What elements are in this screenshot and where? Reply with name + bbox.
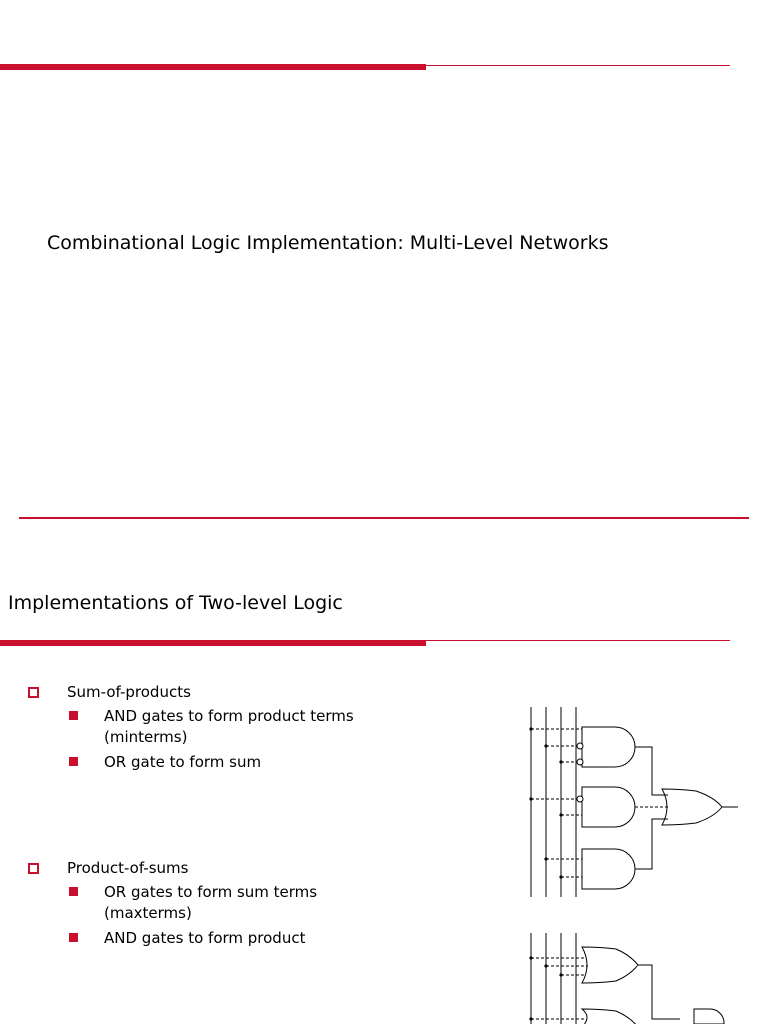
pos-item-or-gates: OR gates to form sum terms <box>104 883 318 901</box>
sop-label: Sum-of-products <box>67 683 191 701</box>
slide1-top-accent-bar <box>0 64 426 70</box>
slide1-top-accent-line <box>426 65 730 66</box>
bullet-square-icon <box>69 933 78 942</box>
sop-item-minterms: (minterms) <box>104 728 188 746</box>
pos-item-maxterms: (maxterms) <box>104 904 192 922</box>
bullet-hollow-icon <box>28 863 39 874</box>
slide2-title: Implementations of Two-level Logic <box>8 592 343 614</box>
sop-circuit-diagram <box>520 705 768 900</box>
pos-circuit-diagram <box>520 933 768 1024</box>
sop-item-and-gates: AND gates to form product terms <box>104 707 354 725</box>
bullet-hollow-icon <box>28 687 39 698</box>
bullet-square-icon <box>69 711 78 720</box>
slide2-accent-bar <box>0 640 426 646</box>
bullet-square-icon <box>69 887 78 896</box>
pos-label: Product-of-sums <box>67 859 189 877</box>
slide-divider <box>19 517 749 519</box>
pos-item-and-gates: AND gates to form product <box>104 929 306 947</box>
sop-item-or-gate: OR gate to form sum <box>104 753 262 771</box>
slide2-accent-line <box>426 640 730 641</box>
slide1-title: Combinational Logic Implementation: Multi-Level Networks <box>47 232 609 254</box>
bullet-square-icon <box>69 757 78 766</box>
